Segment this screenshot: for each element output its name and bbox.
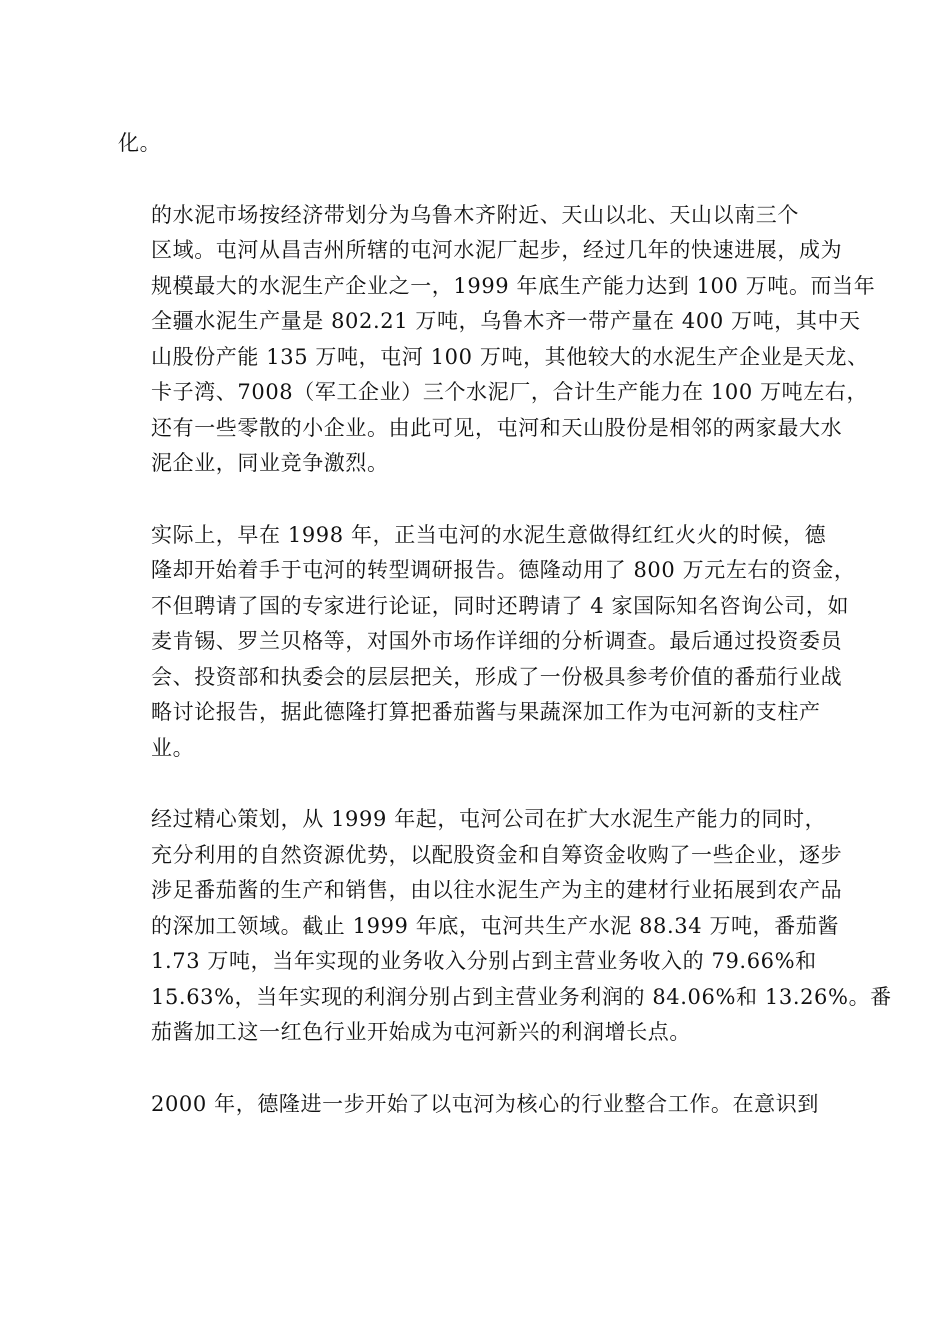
text-line: 15.63%，当年实现的利润分别占到主营业务利润的 84.06%和 13.26%。番	[151, 984, 892, 1009]
text-line: 经过精心策划，从 1999 年起，屯河公司在扩大水泥生产能力的同时，	[151, 807, 827, 831]
text-line: 隆却开始着手于屯河的转型调研报告。德隆动用了 800 万元左右的资金，	[151, 558, 856, 582]
text-line: 1.73 万吨，当年实现的业务收入分别占到主营业务收入的 79.66%和	[151, 949, 817, 973]
text-line: 泥企业，同业竞争激烈。	[151, 451, 389, 475]
text-line: 区域。屯河从昌吉州所辖的屯河水泥厂起步，经过几年的快速进展，成为	[151, 238, 843, 262]
text-line: 麦肯锡、罗兰贝格等，对国外市场作详细的分析调查。最后通过投资委员	[151, 629, 843, 653]
text-line: 的深加工领域。截止 1999 年底，屯河共生产水泥 88.34 万吨，番茄酱	[151, 913, 840, 938]
paragraph-1	[118, 126, 830, 162]
document-page	[118, 126, 892, 1158]
text-line: 充分利用的自然资源优势，以配股资金和自筹资金收购了一些企业，逐步	[151, 842, 843, 867]
text-line: 会、投资部和执委会的层层把关，形成了一份极具参考价值的番茄行业战	[151, 664, 843, 689]
text-line: 略讨论报告，据此德隆打算把番茄酱与果蔬深加工作为屯河新的支柱产	[151, 700, 821, 724]
text-line: 茄酱加工这一红色行业开始成为屯河新兴的利润增长点。	[151, 1020, 691, 1044]
text-line: 化。	[118, 131, 162, 155]
text-line: 涉足番茄酱的生产和销售，由以往水泥生产为主的建材行业拓展到农产品	[151, 878, 843, 902]
text-line: 卡子湾、7008（军工企业）三个水泥厂，合计生产能力在 100 万吨左右，	[151, 380, 869, 404]
paragraph-2	[118, 198, 876, 482]
text-line: 业。	[151, 735, 195, 760]
text-line: 山股份产能 135 万吨，屯河 100 万吨，其他较大的水泥生产企业是天龙、	[151, 344, 869, 369]
paragraph-4	[118, 802, 892, 1051]
text-line: 还有一些零散的小企业。由此可见，屯河和天山股份是相邻的两家最大水	[151, 415, 843, 440]
text-line: 不但聘请了国的专家进行论证，同时还聘请了 4 家国际知名咨询公司，如	[151, 593, 850, 618]
text-line: 的水泥市场按经济带划分为乌鲁木齐附近、天山以北、天山以南三个	[151, 202, 799, 227]
text-line: 2000 年，德隆进一步开始了以屯河为核心的行业整合工作。在意识到	[151, 1091, 819, 1116]
paragraph-5	[118, 1087, 830, 1123]
text-line: 全疆水泥生产量是 802.21 万吨，乌鲁木齐一带产量在 400 万吨，其中天	[151, 309, 861, 333]
paragraph-3	[118, 518, 856, 767]
text-line: 实际上，早在 1998 年，正当屯河的水泥生意做得红红火火的时候，德	[151, 522, 827, 547]
text-line: 规模最大的水泥生产企业之一，1999 年底生产能力达到 100 万吨。而当年	[151, 273, 876, 298]
